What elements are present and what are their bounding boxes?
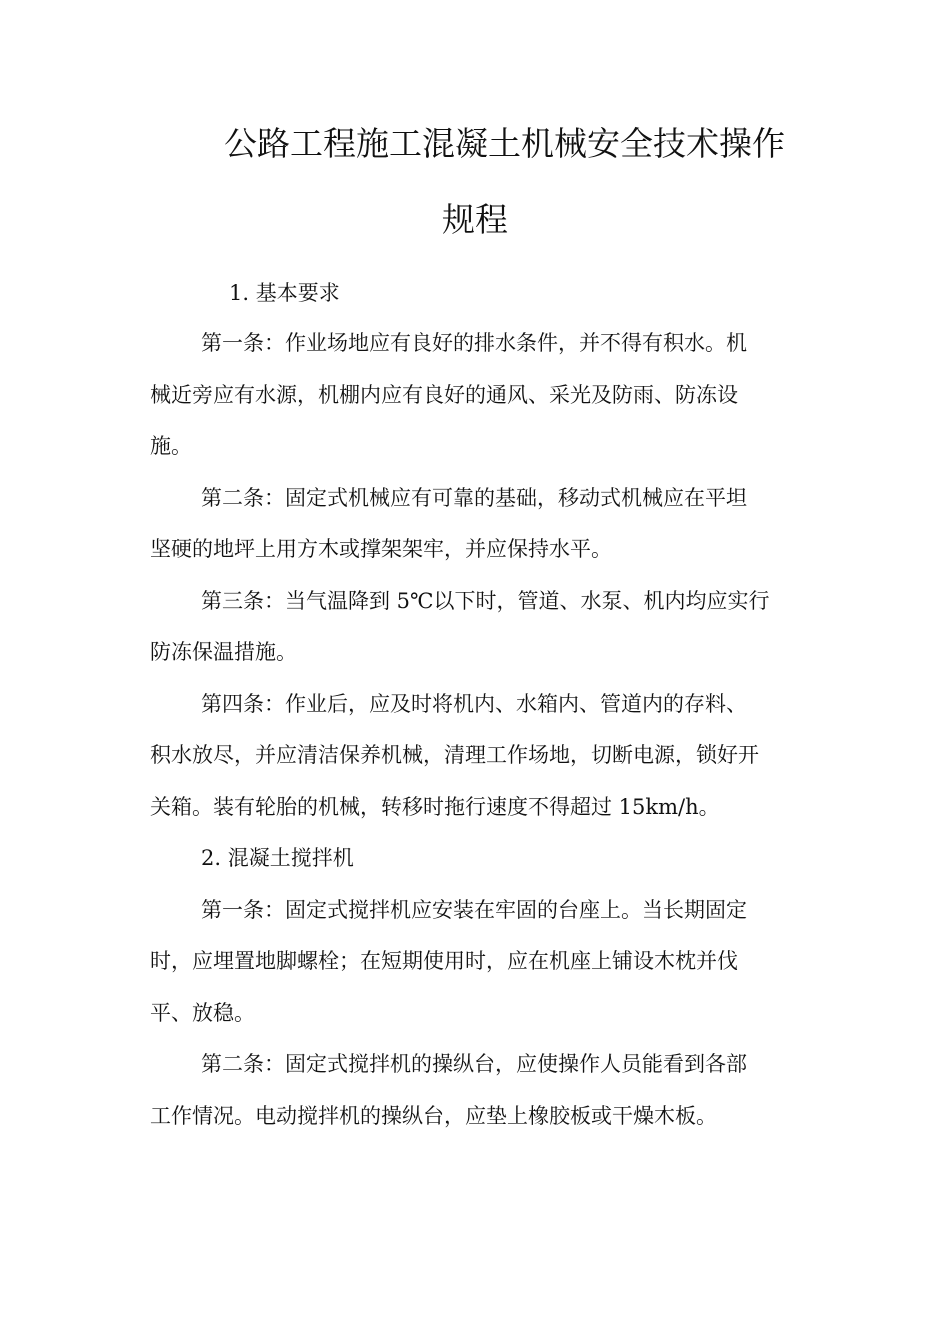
section-heading-basic-requirements: 1. 基本要求	[229, 281, 340, 305]
document-title-line-2: 规程	[442, 200, 508, 239]
paragraph-line: 工作情况。电动搅拌机的操纵台，应垫上橡胶板或干燥木板。	[150, 1104, 717, 1128]
paragraph-line: 防冻保温措施。	[150, 640, 297, 664]
paragraph-line: 第四条：作业后，应及时将机内、水箱内、管道内的存料、	[201, 692, 747, 716]
paragraph-line: 坚硬的地坪上用方木或撑架架牢，并应保持水平。	[150, 537, 612, 561]
paragraph-line: 第一条：固定式搅拌机应安装在牢固的台座上。当长期固定	[201, 898, 747, 922]
paragraph-line: 施。	[150, 434, 192, 458]
paragraph-line: 时，应埋置地脚螺栓；在短期使用时，应在机座上铺设木枕并伐	[150, 949, 738, 973]
paragraph-line: 第二条：固定式搅拌机的操纵台，应使操作人员能看到各部	[201, 1052, 747, 1076]
section-heading-concrete-mixer: 2. 混凝土搅拌机	[201, 846, 354, 870]
paragraph-line: 第三条：当气温降到 5℃以下时，管道、水泵、机内均应实行	[201, 589, 770, 613]
paragraph-line: 第二条：固定式机械应有可靠的基础，移动式机械应在平坦	[201, 486, 747, 510]
document-title-line-1: 公路工程施工混凝土机械安全技术操作	[224, 124, 785, 163]
paragraph-line: 关箱。装有轮胎的机械，转移时拖行速度不得超过 15km/h。	[150, 795, 720, 819]
paragraph-line: 械近旁应有水源，机棚内应有良好的通风、采光及防雨、防冻设	[150, 383, 738, 407]
paragraph-line: 第一条：作业场地应有良好的排水条件，并不得有积水。机	[201, 331, 747, 355]
paragraph-line: 平、放稳。	[150, 1001, 255, 1025]
paragraph-line: 积水放尽，并应清洁保养机械，清理工作场地，切断电源，锁好开	[150, 743, 759, 767]
